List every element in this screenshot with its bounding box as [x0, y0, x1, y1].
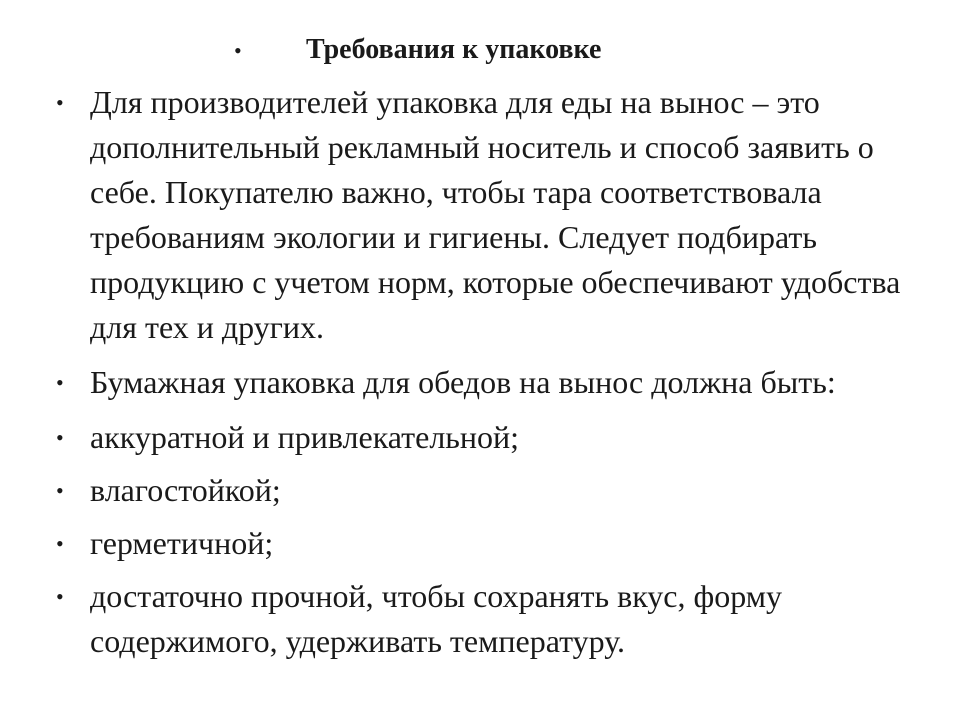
- bullet-item: [56, 415, 916, 460]
- slide-title-row: [234, 30, 601, 71]
- bullet-item: [56, 574, 916, 664]
- bullet-icon: •: [56, 478, 64, 503]
- bullet-text: герметичной;: [90, 525, 274, 561]
- title-bullet-icon: •: [234, 38, 242, 63]
- bullet-item: [56, 468, 916, 513]
- bullet-text: Для производителей упаковка для еды на вынос – это дополнительный рекламный носитель и способ заявить о себе. Покупателю важно, чтобы тара соответствовала требованиям экологии и гигиены. Следует подбирать продукцию с учетом норм, которые обеспечивают удобства для тех и других.: [90, 84, 901, 345]
- bullet-icon: •: [56, 531, 64, 556]
- bullet-icon: •: [56, 425, 64, 450]
- slide-title: Требования к упаковке: [306, 34, 602, 65]
- bullet-text: аккуратной и привлекательной;: [90, 419, 520, 455]
- bullet-list: [56, 80, 916, 674]
- bullet-item: [56, 360, 916, 405]
- bullet-icon: •: [56, 584, 64, 609]
- bullet-icon: •: [56, 370, 64, 395]
- bullet-item: [56, 521, 916, 566]
- bullet-text: достаточно прочной, чтобы сохранять вкус, форму содержимого, удерживать температуру.: [90, 578, 782, 659]
- bullet-text: влагостойкой;: [90, 472, 281, 508]
- bullet-text: Бумажная упаковка для обедов на вынос должна быть:: [90, 364, 836, 400]
- bullet-item: [56, 80, 916, 350]
- bullet-icon: •: [56, 90, 64, 115]
